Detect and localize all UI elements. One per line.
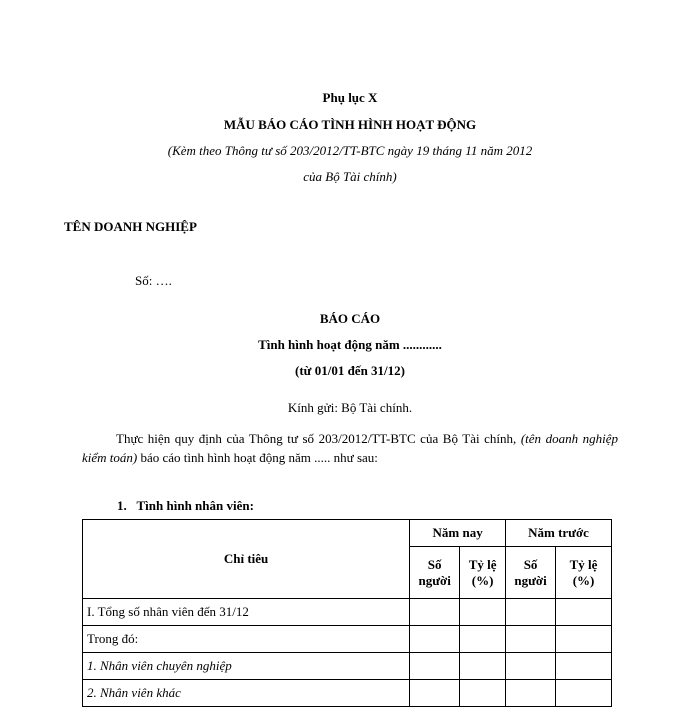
cell-empty xyxy=(410,653,460,680)
cell-empty xyxy=(460,599,506,626)
ratio-unit: (%) xyxy=(471,572,494,588)
form-title: MẪU BÁO CÁO TÌNH HÌNH HOẠT ĐỘNG xyxy=(223,117,477,132)
subheader-last-year-count xyxy=(506,547,556,599)
section-1-number: 1. xyxy=(117,498,127,513)
cell-empty xyxy=(460,653,506,680)
cell-empty xyxy=(506,599,556,626)
cell-empty xyxy=(410,626,460,653)
ratio-label: Tỷ lệ xyxy=(569,556,598,572)
company-name-label: TÊN DOANH NGHIỆP xyxy=(64,219,197,234)
col-header-this-year: Năm nay xyxy=(410,520,506,547)
cell-empty xyxy=(556,653,612,680)
attachment-line-2: của Bộ Tài chính) xyxy=(303,169,397,184)
document-number: Số: …. xyxy=(135,273,172,288)
report-period: (từ 01/01 đến 31/12) xyxy=(295,363,405,378)
count-label: Số xyxy=(427,556,442,572)
table-row xyxy=(83,599,612,626)
report-title: BÁO CÁO xyxy=(319,311,381,326)
col-header-last-year: Năm trước xyxy=(506,520,612,547)
ratio-label: Tỷ lệ xyxy=(468,556,497,572)
cell-empty xyxy=(410,599,460,626)
attachment-line-1: (Kèm theo Thông tư số 203/2012/TT-BTC ngày 19 tháng 11 năm 2012 xyxy=(167,143,533,158)
appendix-label: Phụ lục X xyxy=(322,90,378,105)
table-row xyxy=(83,653,612,680)
table-row xyxy=(83,626,612,653)
intro-company-placeholder: (tên doanh nghiệp kiểm toán) xyxy=(82,431,619,465)
cell-empty xyxy=(556,680,612,707)
row-label-other-staff: 2. Nhân viên khác xyxy=(83,680,410,707)
col-header-indicator: Chỉ tiêu xyxy=(83,520,410,599)
table-row xyxy=(83,680,612,707)
count-unit: người xyxy=(514,572,547,588)
intro-paragraph xyxy=(82,429,618,467)
report-subtitle: Tình hình hoạt động năm ............ xyxy=(258,337,442,352)
cell-empty xyxy=(506,653,556,680)
subheader-last-year-ratio xyxy=(556,547,612,599)
staff-table xyxy=(82,519,612,707)
table-header-row-1 xyxy=(83,520,612,547)
intro-text-2: báo cáo tình hình hoạt động năm ..... như sau: xyxy=(137,450,378,465)
intro-text-1: Thực hiện quy định của Thông tư số 203/2012/TT-BTC của Bộ Tài chính, xyxy=(116,431,521,446)
cell-empty xyxy=(410,680,460,707)
count-label: Số xyxy=(523,556,538,572)
row-label-professional-staff: 1. Nhân viên chuyên nghiệp xyxy=(83,653,410,680)
cell-empty xyxy=(506,626,556,653)
count-unit: người xyxy=(418,572,451,588)
subheader-this-year-count xyxy=(410,547,460,599)
ratio-unit: (%) xyxy=(572,572,595,588)
section-1-heading xyxy=(117,498,254,514)
recipient-line: Kính gửi: Bộ Tài chính. xyxy=(287,400,413,415)
row-label-of-which: Trong đó: xyxy=(83,626,410,653)
row-label-total-staff: I. Tổng số nhân viên đến 31/12 xyxy=(83,599,410,626)
section-1-title: Tình hình nhân viên: xyxy=(136,498,254,513)
cell-empty xyxy=(460,626,506,653)
cell-empty xyxy=(556,626,612,653)
cell-empty xyxy=(460,680,506,707)
cell-empty xyxy=(506,680,556,707)
cell-empty xyxy=(556,599,612,626)
subheader-this-year-ratio xyxy=(460,547,506,599)
